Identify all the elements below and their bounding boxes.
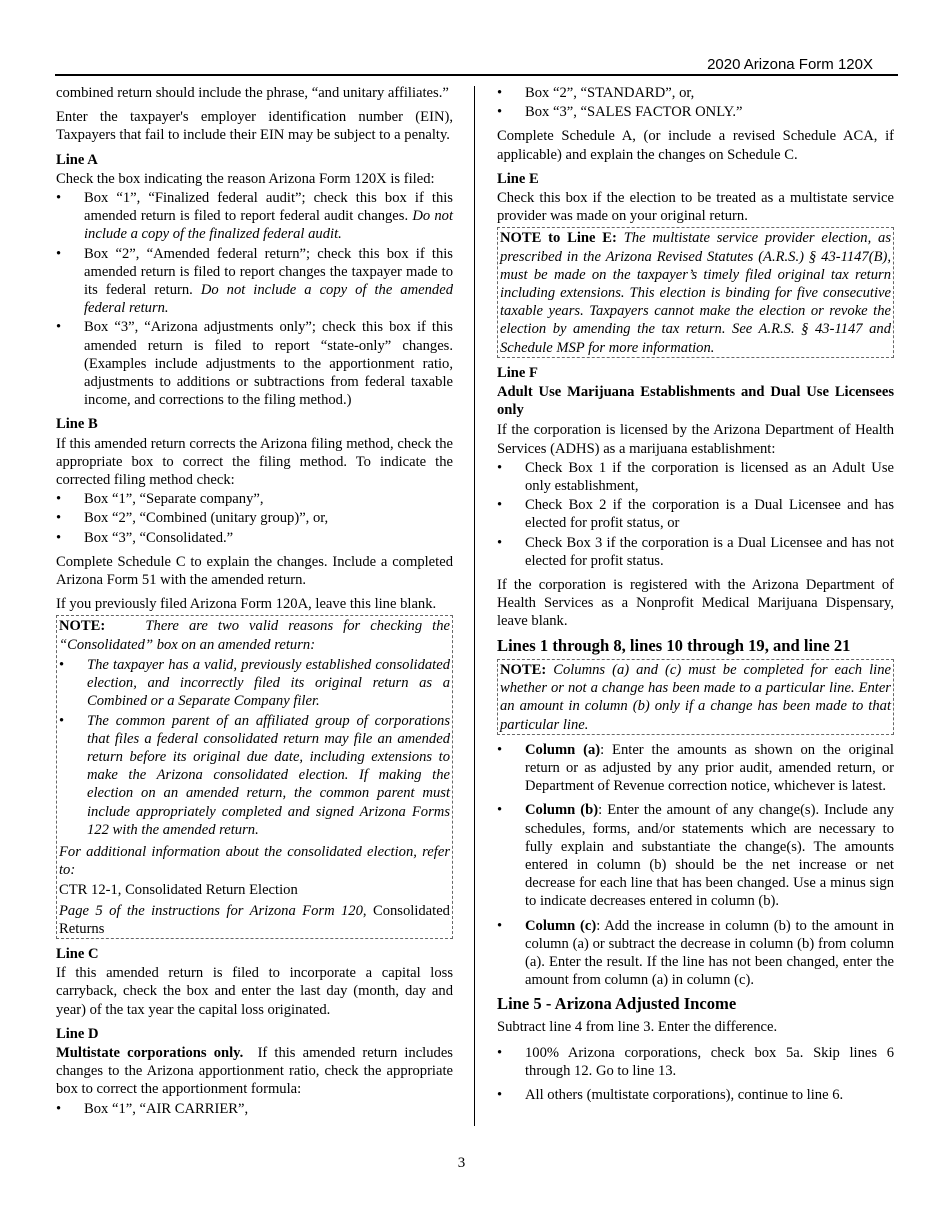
note-list <box>59 656 450 839</box>
paragraph: If the corporation is registered with the Arizona Department of Health Services as a Nonprofit Medical Marijuana Dispensary, leave blank. <box>497 577 894 630</box>
line-e-heading: Line E <box>497 170 539 187</box>
list-item: • Check Box 1 if the corporation is licensed as an Adult Use only establishment, <box>497 459 894 495</box>
paragraph: Multistate corporations only. If this amended return includes changes to the Arizona apportionment ratio, check the appropriate box to correct the apportionment formula: <box>56 1044 453 1098</box>
paragraph: If you previously filed Arizona Form 120A, leave this line blank. <box>56 596 437 613</box>
list-item: • Box “2”, “Amended federal return”; check this box if this amended return is filed to report changes the taxpayer made to its federal return. Do not include a copy of the amended federal return. <box>56 245 453 317</box>
line-5-heading: Line 5 - Arizona Adjusted Income <box>497 994 737 1014</box>
note-text: There are two valid reasons for checking the “Consolidated” box on an amended return: <box>59 618 450 653</box>
column-divider <box>474 86 475 1126</box>
line-d-list-cont <box>497 84 894 121</box>
line-b-heading: Line B <box>56 416 98 433</box>
list-item: • 100% Arizona corporations, check box 5a. Skip lines 6 through 12. Go to line 13. <box>497 1044 894 1079</box>
reference: CTR 12-1, Consolidated Return Election <box>59 882 298 899</box>
line-e-note-box <box>497 227 894 357</box>
line-d-heading: Line D <box>56 1025 99 1042</box>
paragraph: If this amended return corrects the Arizona filing method, check the appropriate box to correct the filing method. To indicate the corrected filing method check: <box>56 435 453 489</box>
paragraph: combined return should include the phrase, “and unitary affiliates.” <box>56 85 449 101</box>
consolidated-note-box <box>56 615 453 938</box>
paragraph: Complete Schedule C to explain the changes. Include a completed Arizona Form 51 with the amended return. <box>56 553 453 589</box>
list-item: • Box “3”, “SALES FACTOR ONLY.” <box>497 104 743 121</box>
left-column <box>56 84 453 1124</box>
list-item: • Box “1”, “Finalized federal audit”; check this box if this amended return is filed to report federal audit changes. Do not include a copy of the finalized federal audit. <box>56 190 453 243</box>
paragraph: If the corporation is licensed by the Arizona Department of Health Services (ADHS) as a marijuana establishment: <box>497 422 894 457</box>
list-item: • The common parent of an affiliated group of corporations that files a federal consolidated return may file an amended return before its original due date, including extensions to make the Arizona consolidated election. If making the election on an amended return, the common parent must include appropriately completed and signed Arizona Forms 122 with the amended return. <box>59 712 450 838</box>
header-rule <box>55 74 898 76</box>
paragraph: Enter the taxpayer's employer identification number (EIN), Taxpayers that fail to include their EIN may be subject to a penalty. <box>56 109 453 144</box>
paragraph: For additional information about the consolidated election, refer to: <box>59 843 450 879</box>
list-item: • Column (b): Enter the amount of any change(s). Include any schedules, forms, and/or statements which are necessary to fully explain and substantiate the change(s). The amounts entered in column (b) should be the net increase or net decrease for each line that has been changed. Use a minus sign to indicate decreases entered in column (b). <box>497 802 894 910</box>
paragraph: Check this box if the election to be treated as a multistate service provider was made on your original return. <box>497 190 894 225</box>
line-d-list <box>56 1100 453 1118</box>
columns-list <box>497 741 894 990</box>
line-a-heading: Line A <box>56 151 98 168</box>
line-f-heading: Line F <box>497 364 538 381</box>
list-item: • Box “3”, “Consolidated.” <box>56 529 234 546</box>
paragraph: Subtract line 4 from line 3. Enter the difference. <box>497 1018 778 1035</box>
note-text: The multistate service provider election, as prescribed in the Arizona Revised Statutes (A.R.S.) § 43-1147(B), must be made on the taxpayer’s timely filed original tax return including extensions. This election is binding for five consecutive taxable years. Taxpayers cannot make the election or revoke the election by amending the tax return. See A.R.S. § 43-1147 and Schedule MSP for more information. <box>500 230 891 356</box>
line-c-heading: Line C <box>56 945 99 962</box>
note-label: NOTE: <box>500 661 547 678</box>
line-b-list <box>56 490 453 547</box>
note-label: NOTE: <box>59 618 106 635</box>
list-item: • Box “1”, “Separate company”, <box>56 491 264 508</box>
columns-note-box <box>497 659 894 735</box>
page-header: 2020 Arizona Form 120X <box>707 56 873 73</box>
line-a-list <box>56 189 453 409</box>
lines-1-heading: Lines 1 through 8, lines 10 through 19, and line 21 <box>497 635 851 655</box>
list-item: • All others (multistate corporations), continue to line 6. <box>497 1087 844 1104</box>
list-item: • Box “2”, “STANDARD”, or, <box>497 85 695 101</box>
list-item: • Column (a): Enter the amounts as shown on the original return or as adjusted by any prior audit, amended return, or Department of Revenue correction notice, whichever is latest. <box>497 741 894 795</box>
list-item: • Column (c): Add the increase in column (b) to the amount in column (a) or subtract the decrease in column (b) from column (a). Enter the result. If the line has not been changed, enter the amount from column (a) in column (c). <box>497 917 894 989</box>
list-item: • Check Box 2 if the corporation is a Dual Licensee and has elected for profit status, or <box>497 497 894 532</box>
list-item: • Box “2”, “Combined (unitary group)”, or, <box>56 510 329 527</box>
right-column <box>497 84 894 1110</box>
paragraph: If this amended return is filed to incorporate a capital loss carryback, check the box and enter the last day (month, day and year) of the tax year the capital loss originated. <box>56 965 453 1018</box>
list-item: • The taxpayer has a valid, previously established consolidated election, and incorrectly filed its original return as a Combined or a Separate Company filer. <box>59 656 450 710</box>
line-f-list <box>497 459 894 570</box>
paragraph: Complete Schedule A, (or include a revised Schedule ACA, if applicable) and explain the changes on Schedule C. <box>497 128 894 163</box>
page-number: 3 <box>457 1155 466 1171</box>
list-item: • Box “1”, “AIR CARRIER”, <box>56 1100 249 1117</box>
note-text: Columns (a) and (c) must be completed for each line whether or not a change has been made to a particular line. Enter an amount in column (b) only if a change has been made to that particular line. <box>500 661 891 733</box>
line-f-subheading: Adult Use Marijuana Establishments and Dual Use Licensees only <box>497 384 894 419</box>
note-label: NOTE to Line E: <box>500 230 617 247</box>
reference: Page 5 of the instructions for Arizona Form 120, Consolidated Returns <box>59 902 450 937</box>
list-item: • Box “3”, “Arizona adjustments only”; check this box if this amended return is filed to report “state-only” changes. (Examples include adjustments to the apportionment ratio, adjustments to additions or subtractions from federal taxable income, and corrections to the filing method.) <box>56 319 453 409</box>
paragraph: Check the box indicating the reason Arizona Form 120X is filed: <box>56 170 435 187</box>
line-5-list <box>497 1044 894 1105</box>
list-item: • Check Box 3 if the corporation is a Dual Licensee and has not elected for profit status. <box>497 534 894 569</box>
